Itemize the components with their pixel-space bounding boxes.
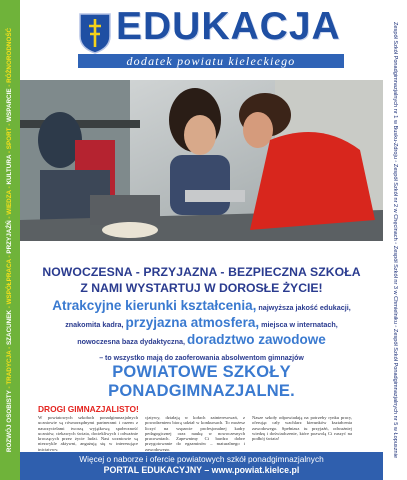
footer-info: Więcej o naborze i ofercie powiatowych szkół ponadgimnazjalnych xyxy=(79,454,324,464)
left-sidebar-values xyxy=(3,5,17,475)
left-sidebar xyxy=(0,0,20,480)
benefit-base: nowoczesna baza dydaktyczna, xyxy=(77,337,188,346)
coat-of-arms-icon xyxy=(78,12,112,54)
students-photo-illustration xyxy=(20,80,383,241)
left-sidebar-value: WSPARCIE xyxy=(6,88,13,122)
article-body xyxy=(38,415,353,451)
page-title: EDUKACJA xyxy=(116,5,341,48)
footer xyxy=(20,452,383,480)
benefit-dorms: miejsca w internatach, xyxy=(259,320,338,329)
benefit-atmosphere: przyjazna atmosfera, xyxy=(125,315,260,330)
left-sidebar-value: KULTURA xyxy=(6,154,13,185)
article-heading: DROGI GIMNAZJALISTO! xyxy=(38,404,139,414)
banner-schools-title: POWIATOWE SZKOŁY PONADGIMNAZJALNE. xyxy=(108,363,295,400)
article-column-3: Nasze szkoły odpowiadają na potrzeby rynku pracy, oferując cały wachlarz kierunków kształcenia zawodowego. Spełniasz tu przyjaźń, odważniej wiedzę i doświadczenie, które pozwolą Ci ruszyć na podbój świata! xyxy=(252,415,352,442)
left-sidebar-value: - WIEDZA - xyxy=(6,184,13,221)
left-sidebar-value: - TRADYCJA - xyxy=(6,345,13,391)
footer-portal-link[interactable]: PORTAL EDUKACYJNY – www.powiat.kielce.pl xyxy=(103,465,300,475)
left-sidebar-value: SZACUNEK xyxy=(6,310,13,346)
promo-banner xyxy=(20,241,383,405)
benefit-quality: najwyższa jakość edukacji, xyxy=(256,303,351,312)
page-subtitle: dodatek powiatu kieleckiego xyxy=(78,54,344,68)
left-sidebar-value: ROZWÓJ OSOBISTY xyxy=(6,390,13,453)
banner-offer-note: – to wszystko mają do zaoferowania absolwentom gimnazjów xyxy=(99,355,304,362)
left-sidebar-value: - SPORT - xyxy=(6,121,13,155)
right-sidebar-schools: Zespół Szkół Ponadgimnazjalnych nr 1 w Busku-Zdroju ◦ Zespół Szkół nr 2 w Chęcinach ◦ Zespół Szkół nr 3 w Chmielniku ◦ Zespół Szkół Ponadgimnazjalnych nr 5 w Łopusznie xyxy=(392,22,398,458)
benefit-staff: znakomita kadra, xyxy=(65,320,126,329)
article-column-1: W powiatowych szkołach ponadgimnazjalnych uczniowie są równorzędnymi partnerami i razem z nauczycielami tworzą wyjątkową społeczność uczniów, ciekawych świata, dociekliwych i odważnie kroczących przez życie ludzi. Nasi uczniowie są niezwykle aktywni, angażują się w interesujące inicjatywy, xyxy=(38,415,138,451)
banner-headline: NOWOCZESNA - PRZYJAZNA - BEZPIECZNA SZKOŁA xyxy=(42,265,361,279)
header xyxy=(20,0,383,80)
banner-tagline: Z NAMI WYSTARTUJ W DOROSŁE ŻYCIE! xyxy=(80,281,323,295)
benefit-courses: Atrakcyjne kierunki kształcenia, xyxy=(52,298,257,313)
right-sidebar xyxy=(383,0,407,480)
benefit-counseling: doradztwo zawodowe xyxy=(187,332,326,347)
hero-photo xyxy=(20,80,383,241)
left-sidebar-value: - WSPÓŁPRACA - xyxy=(6,253,13,311)
article-column-2: cjatywy, działają w kołach zainteresowań, z powodzeniem biorą udział w konkursach. To możesz liczyć na wsparcie profesjonalnej kadry pedagogicznej oraz naukę w nowoczesnych pracowniach. Zapewnimy Ci bardzo dobre przygotowanie do egzaminów – maturalnego i zawodowego. xyxy=(145,415,245,451)
banner-benefits xyxy=(20,299,383,348)
left-sidebar-value: PRZYJAŹŃ xyxy=(6,220,13,254)
left-sidebar-value: - RÓŻNORODNOŚĆ xyxy=(6,27,13,89)
